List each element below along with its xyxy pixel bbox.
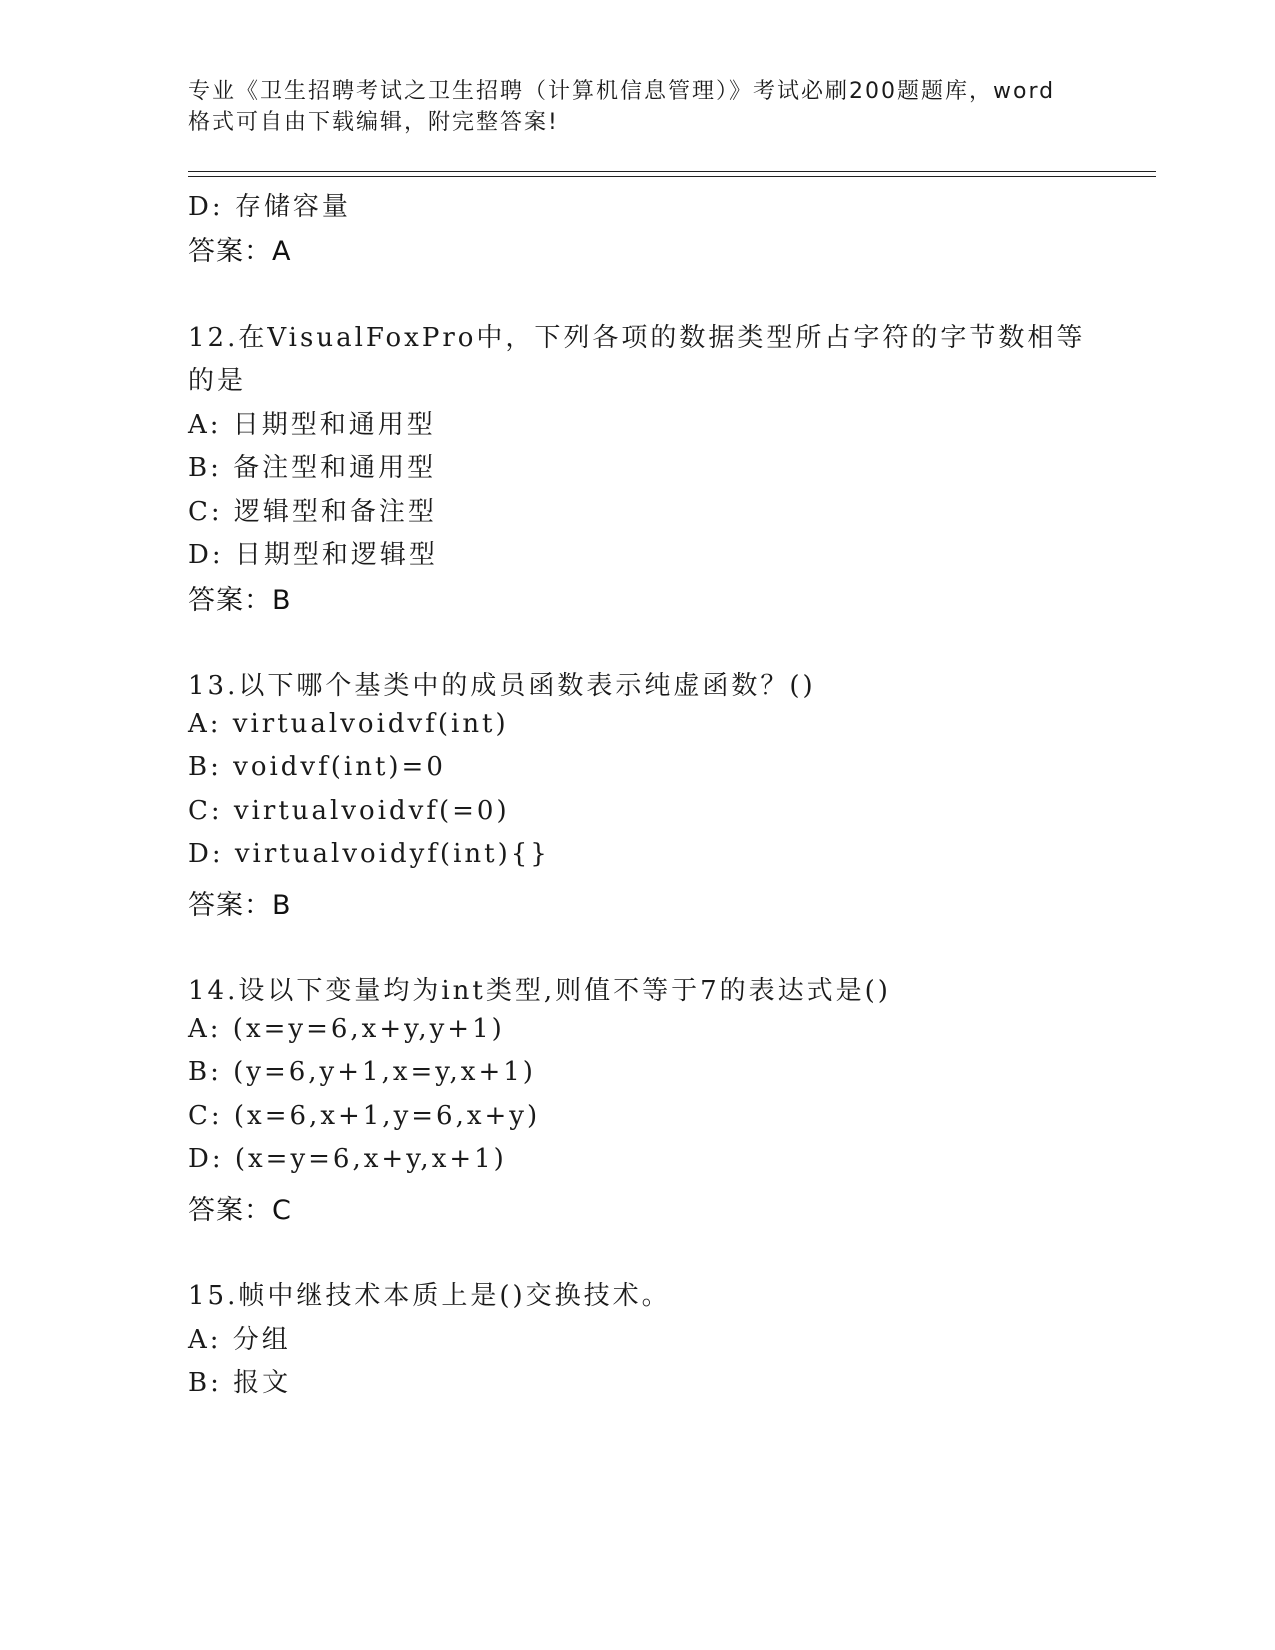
q12-answer: 答案：B <box>188 585 292 616</box>
q13-option-c: C: virtualvoidvf(=0) <box>188 796 510 826</box>
q13-option-b: B: voidvf(int)=0 <box>188 752 446 782</box>
q13-option-d: D: virtualvoidyf(int){} <box>188 839 550 869</box>
header-rule-top <box>188 171 1156 172</box>
q14-stem: 14.设以下变量均为int类型,则值不等于7的表达式是() <box>188 976 891 1006</box>
q12-stem-line2: 的是 <box>188 366 247 396</box>
q12-option-b: B: 备注型和通用型 <box>188 453 437 483</box>
q13-option-a: A: virtualvoidvf(int) <box>188 709 509 739</box>
q12-option-d: D: 日期型和逻辑型 <box>188 540 438 570</box>
q14-option-c: C: (x=6,x+1,y=6,x+y) <box>188 1101 541 1131</box>
q15-stem: 15.帧中继技术本质上是()交换技术。 <box>188 1281 671 1311</box>
header-line-1: 专业《卫生招聘考试之卫生招聘（计算机信息管理）》考试必刷200题题库，word <box>188 79 1056 104</box>
q13-stem: 13.以下哪个基类中的成员函数表示纯虚函数？() <box>188 671 816 701</box>
q15-option-a: A: 分组 <box>188 1325 291 1355</box>
q14-option-d: D: (x=y=6,x+y,x+1) <box>188 1144 507 1174</box>
q14-option-b: B: (y=6,y+1,x=y,x+1) <box>188 1057 536 1087</box>
header-line-2: 格式可自由下载编辑，附完整答案! <box>188 110 559 135</box>
q12-option-a: A: 日期型和通用型 <box>188 410 436 440</box>
header-rule-bottom <box>188 176 1156 177</box>
q13-answer: 答案：B <box>188 890 292 921</box>
q14-answer: 答案：C <box>188 1195 292 1226</box>
document-page <box>188 0 1158 1650</box>
prev-option-d: D: 存储容量 <box>188 192 351 222</box>
prev-answer: 答案：A <box>188 236 292 267</box>
q12-option-c: C: 逻辑型和备注型 <box>188 497 437 527</box>
q12-stem-line1: 12.在VisualFoxPro中，下列各项的数据类型所占字符的字节数相等 <box>188 323 1086 353</box>
q15-option-b: B: 报文 <box>188 1368 292 1398</box>
q14-option-a: A: (x=y=6,x+y,y+1) <box>188 1014 505 1044</box>
